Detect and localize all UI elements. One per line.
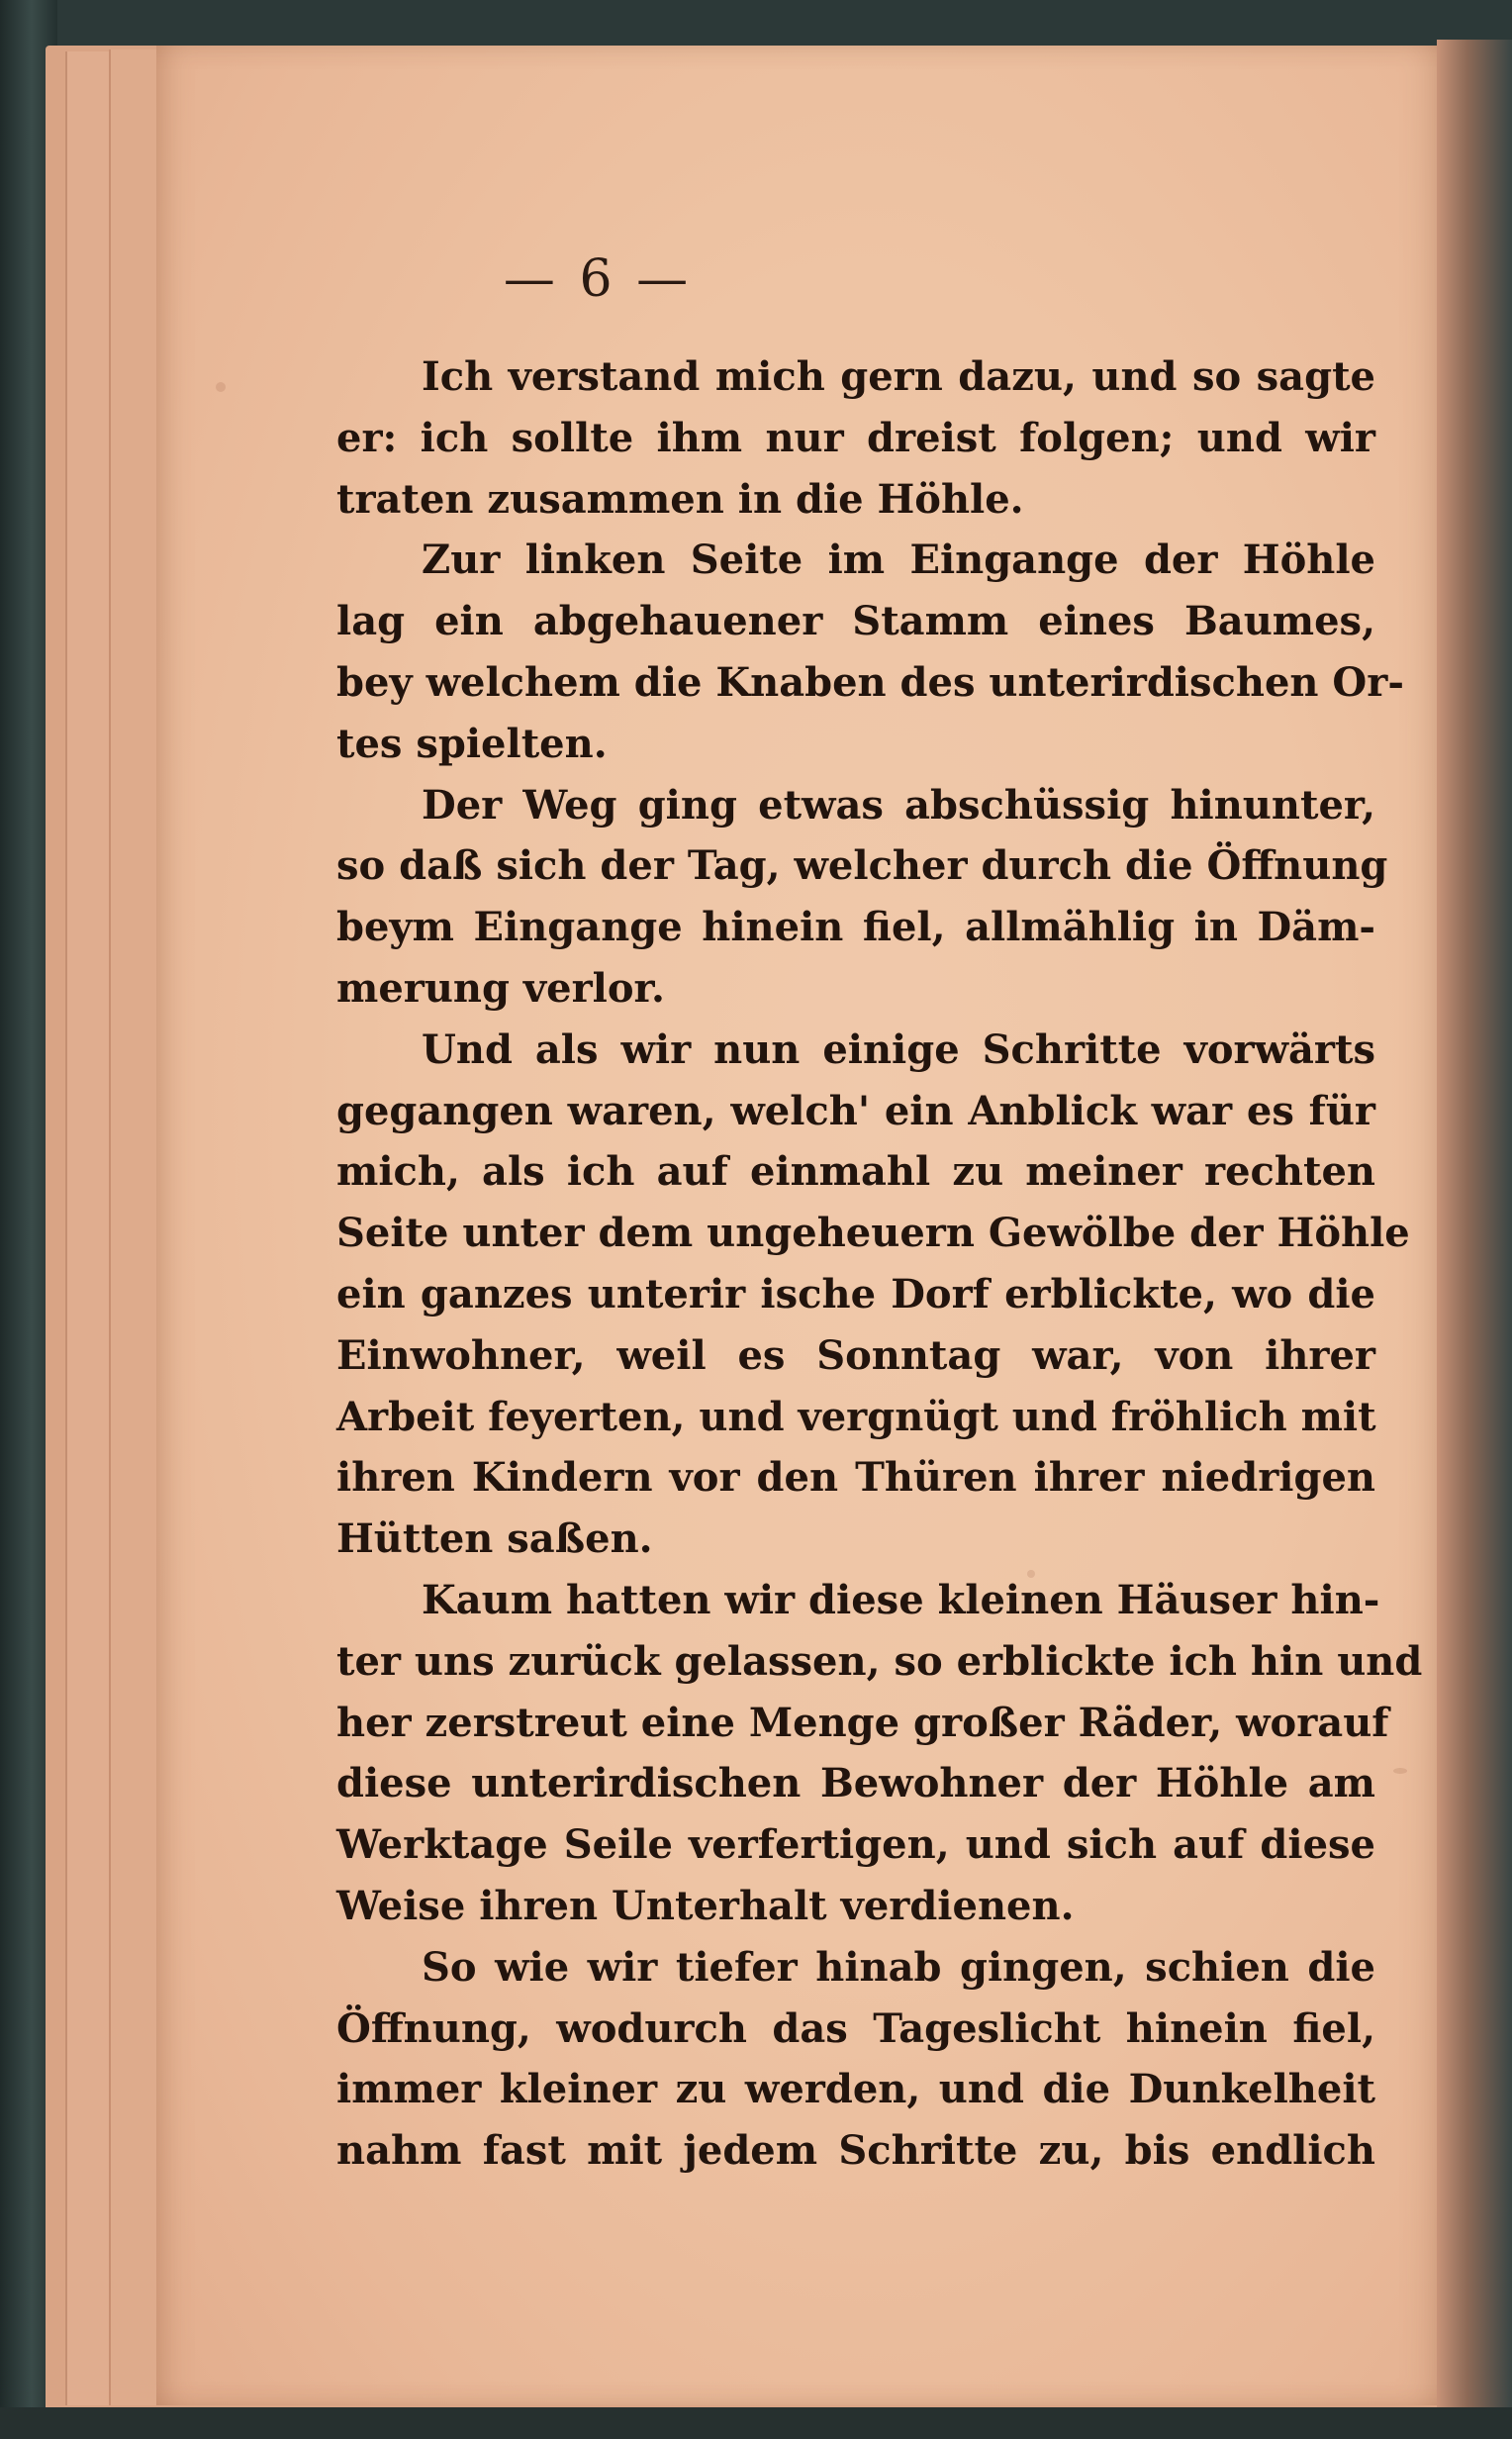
text-line: Seite unter dem ungeheuern Gewölbe der Höhle	[336, 1210, 1410, 1257]
text-line: Und als wir nun einige Schritte vorwärts	[422, 1025, 1375, 1073]
page-number: — 6 —	[503, 249, 693, 309]
text-line: er: ich sollte ihm nur dreist folgen; und wir	[336, 414, 1375, 461]
text-line: mich, als ich auf einmahl zu meiner rechten	[336, 1148, 1375, 1196]
body-text	[336, 346, 1423, 2182]
text-line: merung verlor.	[336, 964, 665, 1012]
scan-bottom-edge	[0, 2407, 1512, 2439]
text-line: gegangen waren, welch' ein Anblick war es für	[336, 1087, 1375, 1134]
text-line: ter uns zurück gelassen, so erblickte ich hin und	[336, 1637, 1423, 1685]
text-line: So wie wir tiefer hinab gingen, schien die	[422, 1943, 1375, 1991]
text-line: bey welchem die Knaben des unterirdischen Or-	[336, 658, 1404, 706]
text-line: so daß sich der Tag, welcher durch die Öffnung	[336, 842, 1388, 890]
text-line: immer kleiner zu werden, und die Dunkelheit	[336, 2066, 1375, 2113]
text-line: Werktage Seile verfertigen, und sich auf diese	[336, 1821, 1375, 1869]
text-line: ein ganzes unterir ische Dorf erblickte, wo die	[336, 1270, 1375, 1317]
text-line: Öffnung, wodurch das Tageslicht hinein fiel,	[336, 2004, 1375, 2052]
text-line: beym Eingange hinein fiel, allmählig in Däm-	[336, 904, 1375, 951]
text-line: tes spielten.	[336, 720, 608, 767]
text-line: Arbeit feyerten, und vergnügt und fröhlich mit	[336, 1393, 1376, 1440]
text-line: nahm fast mit jedem Schritte zu, bis endlich	[336, 2127, 1375, 2175]
text-line: Kaum hatten wir diese kleinen Häuser hin-	[422, 1576, 1380, 1623]
text-line: Einwohner, weil es Sonntag war, von ihrer	[336, 1331, 1375, 1379]
paper-stain	[216, 382, 226, 392]
text-line: Hütten saßen.	[336, 1515, 653, 1563]
text-line: diese unterirdischen Bewohner der Höhle am	[336, 1760, 1375, 1807]
book-gutter	[1437, 40, 1512, 2415]
text-line: traten zusammen in die Höhle.	[336, 475, 1024, 523]
paper-stain	[1393, 1768, 1407, 1774]
text-line: her zerstreut eine Menge großer Räder, worauf	[336, 1699, 1389, 1746]
text-line: lag ein abgehauener Stamm eines Baumes,	[336, 598, 1375, 645]
text-line: Ich verstand mich gern dazu, und so sagte	[422, 353, 1375, 400]
text-line: ihren Kindern vor den Thüren ihrer niedrigen	[336, 1454, 1375, 1502]
text-line: Zur linken Seite im Eingange der Höhle	[422, 537, 1375, 584]
text-line: Der Weg ging etwas abschüssig hinunter,	[422, 781, 1375, 829]
text-line: Weise ihren Unterhalt verdienen.	[336, 1882, 1075, 1929]
